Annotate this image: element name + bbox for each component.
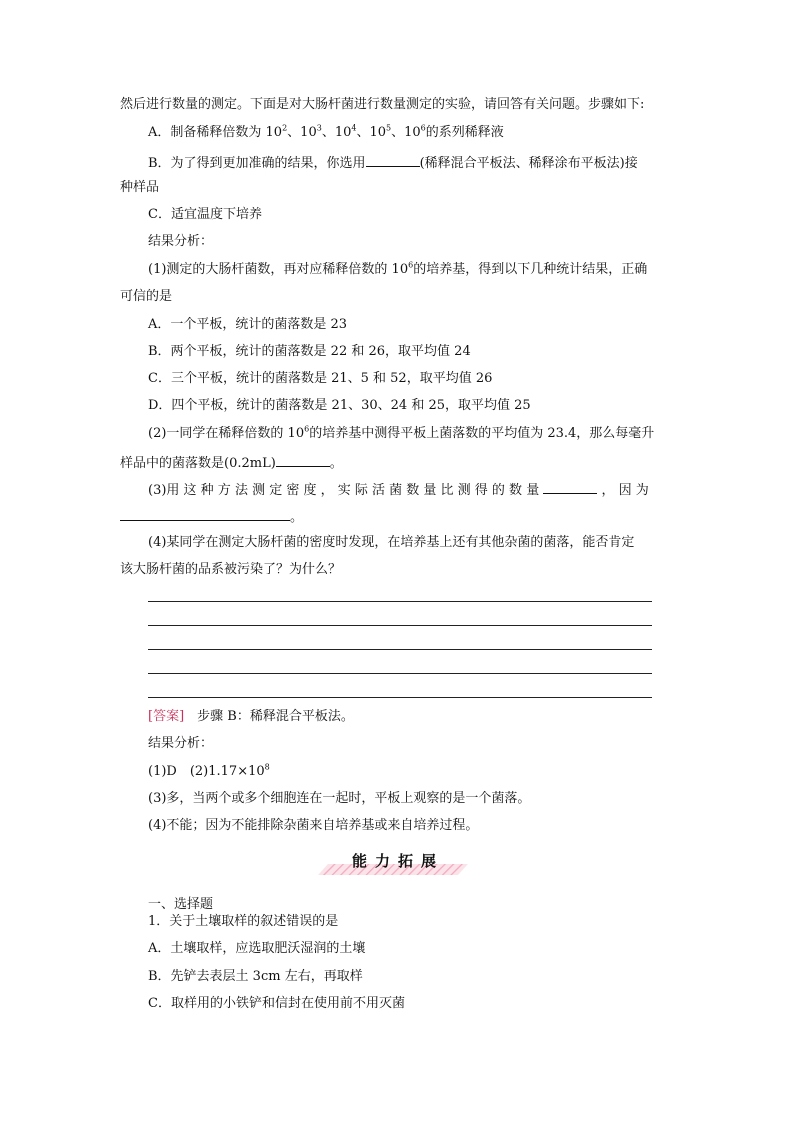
answer-line [148,673,652,674]
section-banner [318,846,478,876]
step-c: C．适宜温度下培养 [148,207,262,222]
question-2: (2)一同学在稀释倍数的 $10^6$的培养基中测得平板上菌落数的平均值为 23.4，那么每毫升 [148,424,655,441]
answer-3: (3)多，当两个或多个细胞连在一起时，平板上观察的是一个菌落。 [148,791,531,806]
question-4: (4)某同学在测定大肠杆菌的密度时发现，在培养基上还有其他杂菌的菌落，能否肯定 [148,535,635,550]
mc1-option-b: B．先铲去表层土 3cm 左右，再取样 [148,969,363,984]
mc1-option-c: C．取样用的小铁铲和信封在使用前不用灭菌 [148,996,405,1011]
q1-option-d: D．四个平板，统计的菌落数是 21、30、24 和 25，取平均值 25 [148,398,531,413]
answer-result-label: 结果分析： [148,736,214,751]
answer-4: (4)不能；因为不能排除杂菌来自培养基或来自培养过程。 [148,818,479,833]
answer-line [148,601,652,602]
question-3: (3)用 这 种 方 法 测 定 密 度 ， 实 际 活 菌 数 量 比 测 得 的 数 量 ， 因 为 [148,479,649,500]
answer-line [148,625,652,626]
step-a: A．制备稀释倍数为 $10^2$、$10^3$、$10^4$、$10^5$、$10^6$的系列稀释液 [148,123,504,140]
intro-text: 然后进行数量的测定。下面是对大肠杆菌进行数量测定的实验，请回答有关问题。步骤如下: [120,97,645,112]
answer-step-b: [答案] 步骤 B：稀释混合平板法。 [148,709,354,724]
answer-line [148,649,652,650]
q1-option-c: C．三个平板，统计的菌落数是 21、5 和 52，取平均值 26 [148,371,493,386]
question-4-cont: 该大肠杆菌的品系被污染了？为什么？ [120,562,342,577]
q1-option-a: A．一个平板，统计的菌落数是 23 [148,317,348,332]
question-1-cont: 可信的是 [120,289,173,304]
answer-blank [120,506,290,521]
question-2-cont: 样品中的菌落数是(0.2mL) 。 [120,452,343,473]
question-1: (1)测定的大肠杆菌数，再对应稀释倍数的 $10^6$的培养基，得到以下几种统计结果，正确 [148,260,648,277]
answer-tag: [答案] [148,709,185,724]
result-label: 结果分析： [148,234,214,249]
answer-line [148,697,652,698]
banner-title: 能力拓展 [351,852,444,870]
section-heading: 一、选择题 [148,897,214,912]
step-b: B．为了得到更加准确的结果，你选用 (稀释混合平板法、稀释涂布平板法)接 [148,152,638,173]
answer-blank [543,479,597,494]
step-b-cont: 种样品 [120,180,160,195]
mc1-stem: 1．关于土壤取样的叙述错误的是 [148,914,339,929]
answer-blank [366,152,420,167]
q1-option-b: B．两个平板，统计的菌落数是 22 和 26，取平均值 24 [148,344,471,359]
answer-blank [276,452,330,467]
question-3-cont: 。 [120,506,303,527]
mc1-option-a: A．土壤取样，应选取肥沃湿润的土壤 [148,941,366,956]
answer-1-2: (1)D $(2)1.17\times 10^8$ [148,762,270,779]
